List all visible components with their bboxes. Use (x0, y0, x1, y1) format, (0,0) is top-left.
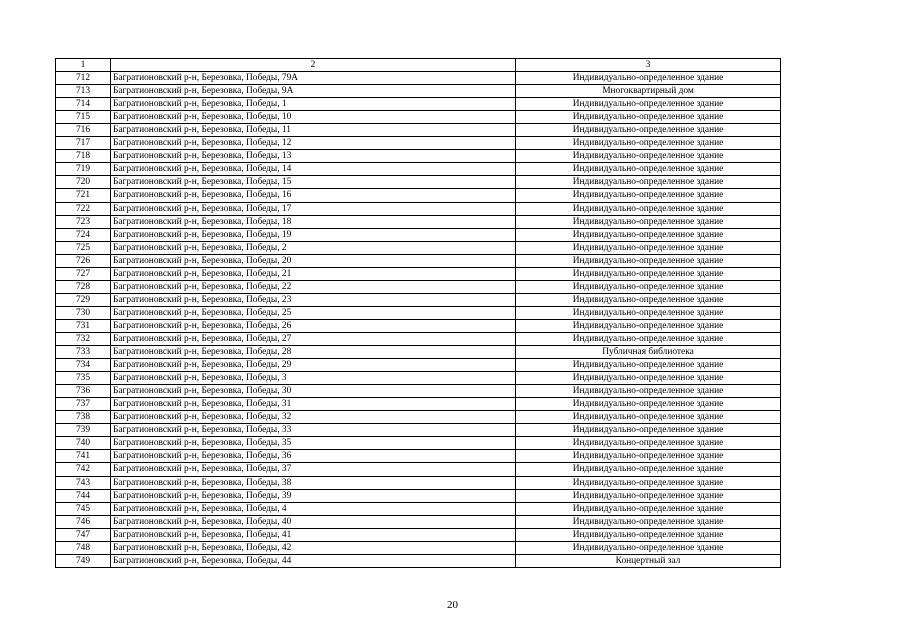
object-type-cell: Индивидуально-определенное здание (516, 450, 781, 463)
row-number-cell: 723 (56, 215, 111, 228)
object-type-cell: Индивидуально-определенное здание (516, 385, 781, 398)
address-cell: Багратионовский р-н, Березовка, Победы, 36 (111, 450, 516, 463)
object-type-cell: Индивидуально-определенное здание (516, 111, 781, 124)
address-cell: Багратионовский р-н, Березовка, Победы, 22 (111, 280, 516, 293)
table-row (56, 72, 781, 85)
address-cell: Багратионовский р-н, Березовка, Победы, 31 (111, 398, 516, 411)
address-cell: Багратионовский р-н, Березовка, Победы, 44 (111, 554, 516, 567)
row-number-cell: 722 (56, 202, 111, 215)
address-cell: Багратионовский р-н, Березовка, Победы, 30 (111, 385, 516, 398)
table-row (56, 476, 781, 489)
address-cell: Багратионовский р-н, Березовка, Победы, 11 (111, 124, 516, 137)
object-type-cell: Индивидуально-определенное здание (516, 489, 781, 502)
table-row (56, 189, 781, 202)
object-type-cell: Индивидуально-определенное здание (516, 293, 781, 306)
object-type-cell: Индивидуально-определенное здание (516, 254, 781, 267)
object-type-cell: Индивидуально-определенное здание (516, 541, 781, 554)
row-number-cell: 728 (56, 280, 111, 293)
table-row (56, 215, 781, 228)
table-row (56, 541, 781, 554)
row-number-cell: 712 (56, 72, 111, 85)
header-cell-address: 2 (111, 59, 516, 72)
address-cell: Багратионовский р-н, Березовка, Победы, 32 (111, 411, 516, 424)
address-cell: Багратионовский р-н, Березовка, Победы, 20 (111, 254, 516, 267)
registry-table (55, 58, 781, 568)
address-cell: Багратионовский р-н, Березовка, Победы, 2 (111, 241, 516, 254)
table-row (56, 124, 781, 137)
table-row (56, 137, 781, 150)
table-row (56, 293, 781, 306)
table-row (56, 150, 781, 163)
address-cell: Багратионовский р-н, Березовка, Победы, 21 (111, 267, 516, 280)
row-number-cell: 741 (56, 450, 111, 463)
object-type-cell: Индивидуально-определенное здание (516, 502, 781, 515)
address-cell: Багратионовский р-н, Березовка, Победы, 42 (111, 541, 516, 554)
object-type-cell: Индивидуально-определенное здание (516, 280, 781, 293)
row-number-cell: 739 (56, 424, 111, 437)
row-number-cell: 729 (56, 293, 111, 306)
object-type-cell: Индивидуально-определенное здание (516, 72, 781, 85)
object-type-cell: Индивидуально-определенное здание (516, 424, 781, 437)
table-row (56, 424, 781, 437)
object-type-cell: Индивидуально-определенное здание (516, 332, 781, 345)
row-number-cell: 742 (56, 463, 111, 476)
table-row (56, 267, 781, 280)
row-number-cell: 718 (56, 150, 111, 163)
row-number-cell: 743 (56, 476, 111, 489)
object-type-cell: Индивидуально-определенное здание (516, 267, 781, 280)
row-number-cell: 734 (56, 359, 111, 372)
row-number-cell: 748 (56, 541, 111, 554)
table-row (56, 372, 781, 385)
row-number-cell: 746 (56, 515, 111, 528)
object-type-cell: Индивидуально-определенное здание (516, 319, 781, 332)
table-row (56, 111, 781, 124)
address-cell: Багратионовский р-н, Березовка, Победы, 9А (111, 85, 516, 98)
address-cell: Багратионовский р-н, Березовка, Победы, 79А (111, 72, 516, 85)
row-number-cell: 737 (56, 398, 111, 411)
object-type-cell: Индивидуально-определенное здание (516, 359, 781, 372)
table-row (56, 554, 781, 567)
table-row (56, 202, 781, 215)
address-cell: Багратионовский р-н, Березовка, Победы, 12 (111, 137, 516, 150)
table-row (56, 489, 781, 502)
object-type-cell: Индивидуально-определенное здание (516, 306, 781, 319)
table-row (56, 528, 781, 541)
object-type-cell: Индивидуально-определенное здание (516, 528, 781, 541)
table-row (56, 241, 781, 254)
address-cell: Багратионовский р-н, Березовка, Победы, 1 (111, 98, 516, 111)
address-cell: Багратионовский р-н, Березовка, Победы, 27 (111, 332, 516, 345)
object-type-cell: Индивидуально-определенное здание (516, 411, 781, 424)
address-cell: Багратионовский р-н, Березовка, Победы, 38 (111, 476, 516, 489)
header-cell-number: 1 (56, 59, 111, 72)
address-cell: Багратионовский р-н, Березовка, Победы, 40 (111, 515, 516, 528)
table-row (56, 176, 781, 189)
object-type-cell: Индивидуально-определенное здание (516, 202, 781, 215)
row-number-cell: 727 (56, 267, 111, 280)
row-number-cell: 749 (56, 554, 111, 567)
object-type-cell: Индивидуально-определенное здание (516, 515, 781, 528)
row-number-cell: 735 (56, 372, 111, 385)
address-cell: Багратионовский р-н, Березовка, Победы, 16 (111, 189, 516, 202)
object-type-cell: Концертный зал (516, 554, 781, 567)
page-number: 20 (447, 599, 458, 611)
table-row (56, 332, 781, 345)
table-row (56, 463, 781, 476)
table-header-row (56, 59, 781, 72)
table-row (56, 254, 781, 267)
object-type-cell: Индивидуально-определенное здание (516, 124, 781, 137)
table-row (56, 411, 781, 424)
row-number-cell: 738 (56, 411, 111, 424)
row-number-cell: 717 (56, 137, 111, 150)
address-cell: Багратионовский р-н, Березовка, Победы, 35 (111, 437, 516, 450)
row-number-cell: 747 (56, 528, 111, 541)
row-number-cell: 732 (56, 332, 111, 345)
address-cell: Багратионовский р-н, Березовка, Победы, 4 (111, 502, 516, 515)
object-type-cell: Индивидуально-определенное здание (516, 137, 781, 150)
address-cell: Багратионовский р-н, Березовка, Победы, 39 (111, 489, 516, 502)
address-cell: Багратионовский р-н, Березовка, Победы, 10 (111, 111, 516, 124)
table-row (56, 398, 781, 411)
address-cell: Багратионовский р-н, Березовка, Победы, 15 (111, 176, 516, 189)
address-cell: Багратионовский р-н, Березовка, Победы, 18 (111, 215, 516, 228)
object-type-cell: Индивидуально-определенное здание (516, 437, 781, 450)
row-number-cell: 716 (56, 124, 111, 137)
row-number-cell: 730 (56, 306, 111, 319)
header-cell-object-type: 3 (516, 59, 781, 72)
table-row (56, 280, 781, 293)
address-cell: Багратионовский р-н, Березовка, Победы, 29 (111, 359, 516, 372)
table-row (56, 437, 781, 450)
object-type-cell: Индивидуально-определенное здание (516, 463, 781, 476)
address-cell: Багратионовский р-н, Березовка, Победы, 41 (111, 528, 516, 541)
object-type-cell: Индивидуально-определенное здание (516, 189, 781, 202)
row-number-cell: 744 (56, 489, 111, 502)
table-row (56, 85, 781, 98)
object-type-cell: Индивидуально-определенное здание (516, 372, 781, 385)
row-number-cell: 731 (56, 319, 111, 332)
address-cell: Багратионовский р-н, Березовка, Победы, 13 (111, 150, 516, 163)
object-type-cell: Индивидуально-определенное здание (516, 163, 781, 176)
address-cell: Багратионовский р-н, Березовка, Победы, 25 (111, 306, 516, 319)
table-body (56, 72, 781, 568)
row-number-cell: 740 (56, 437, 111, 450)
address-cell: Багратионовский р-н, Березовка, Победы, 33 (111, 424, 516, 437)
table-row (56, 502, 781, 515)
row-number-cell: 719 (56, 163, 111, 176)
address-cell: Багратионовский р-н, Березовка, Победы, 23 (111, 293, 516, 306)
object-type-cell: Индивидуально-определенное здание (516, 150, 781, 163)
address-cell: Багратионовский р-н, Березовка, Победы, 3 (111, 372, 516, 385)
row-number-cell: 725 (56, 241, 111, 254)
table-row (56, 228, 781, 241)
table-row (56, 163, 781, 176)
object-type-cell: Многоквартирный дом (516, 85, 781, 98)
table-row (56, 385, 781, 398)
table-row (56, 306, 781, 319)
object-type-cell: Индивидуально-определенное здание (516, 241, 781, 254)
row-number-cell: 745 (56, 502, 111, 515)
row-number-cell: 715 (56, 111, 111, 124)
object-type-cell: Публичная библиотека (516, 346, 781, 359)
table-row (56, 515, 781, 528)
address-cell: Багратионовский р-н, Березовка, Победы, 28 (111, 346, 516, 359)
row-number-cell: 713 (56, 85, 111, 98)
table-row (56, 98, 781, 111)
object-type-cell: Индивидуально-определенное здание (516, 176, 781, 189)
row-number-cell: 720 (56, 176, 111, 189)
address-cell: Багратионовский р-н, Березовка, Победы, 14 (111, 163, 516, 176)
address-cell: Багратионовский р-н, Березовка, Победы, 19 (111, 228, 516, 241)
address-cell: Багратионовский р-н, Березовка, Победы, 37 (111, 463, 516, 476)
row-number-cell: 736 (56, 385, 111, 398)
object-type-cell: Индивидуально-определенное здание (516, 398, 781, 411)
object-type-cell: Индивидуально-определенное здание (516, 476, 781, 489)
row-number-cell: 726 (56, 254, 111, 267)
row-number-cell: 733 (56, 346, 111, 359)
row-number-cell: 724 (56, 228, 111, 241)
table-row (56, 359, 781, 372)
row-number-cell: 721 (56, 189, 111, 202)
object-type-cell: Индивидуально-определенное здание (516, 98, 781, 111)
table-row (56, 346, 781, 359)
row-number-cell: 714 (56, 98, 111, 111)
object-type-cell: Индивидуально-определенное здание (516, 228, 781, 241)
table-row (56, 319, 781, 332)
address-cell: Багратионовский р-н, Березовка, Победы, 17 (111, 202, 516, 215)
table-row (56, 450, 781, 463)
address-cell: Багратионовский р-н, Березовка, Победы, 26 (111, 319, 516, 332)
object-type-cell: Индивидуально-определенное здание (516, 215, 781, 228)
